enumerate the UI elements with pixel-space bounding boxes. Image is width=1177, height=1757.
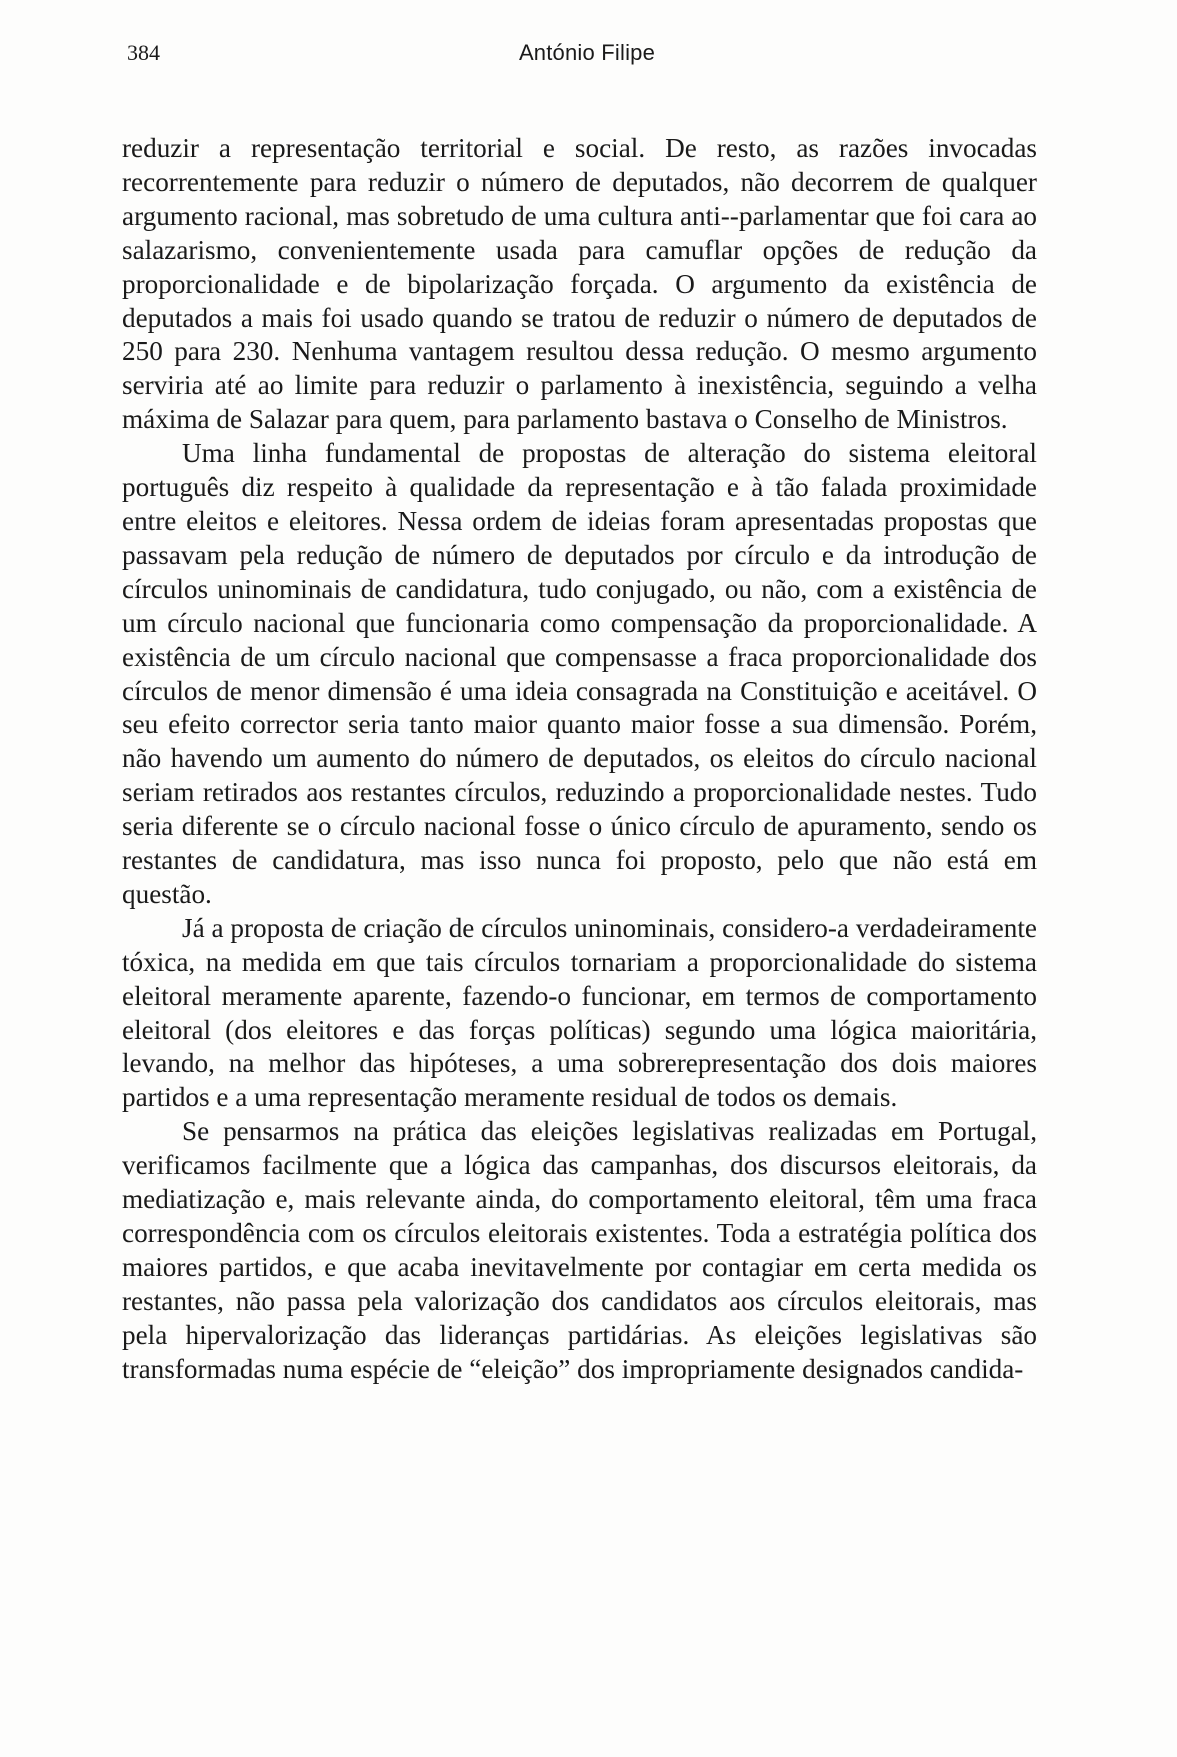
running-title: António Filipe — [518, 40, 656, 65]
paragraph-3: Já a proposta de criação de círculos uninominais, considero-a verdadeiramente tóxica, na medida em que tais círculos tornariam a proporcionalidade do sistema eleitoral meramente aparente, fazendo-o funcionar, em termos de comportamento eleitoral (dos eleitores e das forças políticas) segundo uma lógica maioritária, levando, na melhor das hipóteses, a uma sobrerepresentação dos dois maiores partidos e a uma representação meramente residual de todos os demais. — [122, 912, 1037, 1113]
page-number: 384 — [127, 40, 160, 65]
paragraph-4: Se pensarmos na prática das eleições legislativas realizadas em Portugal, verificamos facilmente que a lógica das campanhas, dos discursos eleitorais, da mediatização e, mais relevante ainda, do comportamento eleitoral, têm uma fraca correspondência com os círculos eleitorais existentes. Toda a estratégia política dos maiores partidos, e que acaba inevitavelmente por contagiar em certa medida os restantes, não passa pela valorização dos candidatos aos círculos eleitorais, mas pela hipervalorização das lideranças partidárias. As eleições legislativas são transformadas numa espécie de “eleição” dos impropriamente designados candida- — [122, 1116, 1037, 1384]
body-text — [122, 132, 1037, 1387]
paragraph-1: reduzir a representação territorial e social. De resto, as razões invocadas recorrentemente para reduzir o número de deputados, não decorrem de qualquer argumento racional, mas sobretudo de uma cultura anti--parlamentar que foi cara ao salazarismo, convenientemente usada para camuflar opções de redução da proporcionalidade e de bipolarização forçada. O argumento da existência de deputados a mais foi usado quando se tratou de reduzir o número de deputados de 250 para 230. Nenhuma vantagem resultou dessa redução. O mesmo argumento serviria até ao limite para reduzir o parlamento à inexistência, seguindo a velha máxima de Salazar para quem, para parlamento bastava o Conselho de Ministros. — [122, 133, 1037, 435]
running-head — [127, 38, 1047, 68]
paragraph-2: Uma linha fundamental de propostas de alteração do sistema eleitoral português diz respeito à qualidade da representação e à tão falada proximidade entre eleitos e eleitores. Nessa ordem de ideias foram apresentadas propostas que passavam pela redução de número de deputados por círculo e da introdução de círculos uninominais de candidatura, tudo conjugado, ou não, com a existência de um círculo nacional que funcionaria como compensação da proporcionalidade. A existência de um círculo nacional que compensasse a fraca proporcionalidade dos círculos de menor dimensão é uma ideia consagrada na Constituição e aceitável. O seu efeito corrector seria tanto maior quanto maior fosse a sua dimensão. Porém, não havendo um aumento do número de deputados, os eleitos do círculo nacional seriam retirados aos restantes círculos, reduzindo a proporcionalidade nestes. Tudo seria diferente se o círculo nacional fosse o único círculo de apuramento, sendo os restantes de candidatura, mas isso nunca foi proposto, pelo que não está em questão. — [122, 438, 1037, 909]
